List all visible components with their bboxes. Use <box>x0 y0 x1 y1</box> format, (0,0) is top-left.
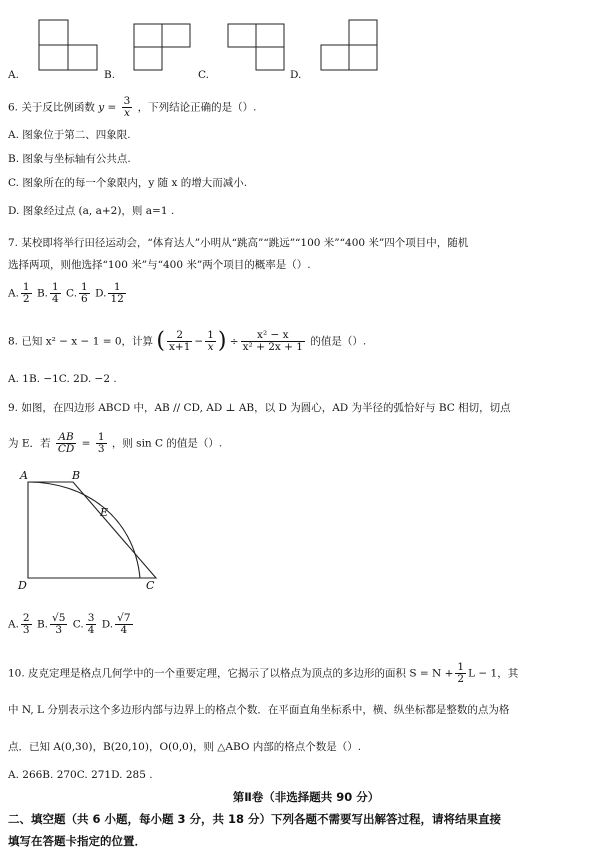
q5-figure-d <box>316 14 382 80</box>
q10-options: A. 266B. 270C. 271D. 285 . <box>8 769 153 781</box>
q9-point-c: C <box>146 579 155 592</box>
q9-point-b: B <box>72 469 81 482</box>
q7-line-2: 选择两项，则他选择“100 米”与“400 米”两个项目的概率是（）. <box>8 259 311 271</box>
q5-figure-b <box>128 14 198 80</box>
q5-option-b-label: B. <box>104 69 116 81</box>
section-2-title: 第Ⅱ卷（非选择题共 90 分） <box>232 790 380 804</box>
q5-option-d-label: D. <box>290 69 302 81</box>
q5-option-c-label: C. <box>198 69 209 81</box>
q9-diagram <box>14 468 174 592</box>
q5-figure-c <box>222 14 288 80</box>
q9-line-1: 9. 如图，在四边形 ABCD 中，AB // CD, AD ⊥ AB，以 D 为圆心，AD 为半径的弧恰好与 BC 相切，切点 <box>8 402 511 414</box>
q9-quadrilateral <box>28 482 156 578</box>
q8-stem: 8. 已知 x² − x − 1 = 0，计算 ( $\frac{2}{x+1}$ − $\frac{1}{x}$ ) ÷ $\frac{\text{x² − x}}{\text{x² + 2x + 1}}$ 的值是（）. <box>8 328 367 354</box>
q9-options: A. $\frac{2}{3}$ B. $\frac{√5}{3}$ C. $\frac{3}{4}$ D. $\frac{√7}{4}$ <box>8 612 131 636</box>
q9-point-e: E <box>100 506 109 519</box>
q5-option-a-label: A. <box>8 69 19 81</box>
q7-options: A. $\frac{1}{2}$ B. $\frac{1}{4}$ C. $\frac{1}{6}$ D. $\frac{1}{12}$ <box>8 281 124 305</box>
q10-line-3: 点．已知 A(0,30)，B(20,10)，O(0,0)，则 △ABO 内部的格点个数是（）. <box>8 741 362 753</box>
q6-option-c: C. 图象所在的每一个象限内，y 随 x 的增大而减小. <box>8 177 248 189</box>
q6-option-b: B. 图象与坐标轴有公共点. <box>8 153 131 165</box>
q6-option-d: D. 图象经过点 (a, a+2)，则 a=1 . <box>8 205 175 217</box>
q6-option-a: A. 图象位于第二、四象限. <box>8 129 131 141</box>
section-2-instruction-2: 填写在答题卡指定的位置． <box>8 834 146 848</box>
q9-arc <box>28 482 140 578</box>
q9-point-d: D <box>18 579 27 592</box>
q10-line-1: 10. 皮克定理是格点几何学中的一个重要定理，它揭示了以格点为顶点的多边形的面积 S = N + $\frac{1}{2}$ L − 1，其 <box>8 661 519 685</box>
q10-line-2: 中 N, L 分别表示这个多边形内部与边界上的格点个数．在平面直角坐标系中，横、纵坐标都是整数的点为格 <box>8 704 510 716</box>
q9-point-a: A <box>20 469 28 482</box>
q7-line-1: 7. 某校即将举行田径运动会，“体育达人”小明从“跳高”“跳远”“100 米”“400 米”四个项目中，随机 <box>8 237 469 249</box>
q6-stem: 6. 关于反比例函数 y = $\frac{3}{x}$ ，下列结论正确的是（）. <box>8 95 257 119</box>
section-2-instruction-1: 二、填空题（共 6 小题，每小题 3 分，共 18 分）下列各题不需要写出解答过程，请将结果直接 <box>8 812 502 826</box>
q9-line-2: 为 E．若 $\frac{AB}{CD}$ = $\frac{1}{3}$ ，则 sin C 的值是（）. <box>8 431 223 455</box>
q5-figure-a <box>30 14 102 80</box>
q8-options: A. 1B. −1C. 2D. −2 . <box>8 373 117 385</box>
q6-fraction: $\frac{3}{x}$ <box>123 95 131 119</box>
